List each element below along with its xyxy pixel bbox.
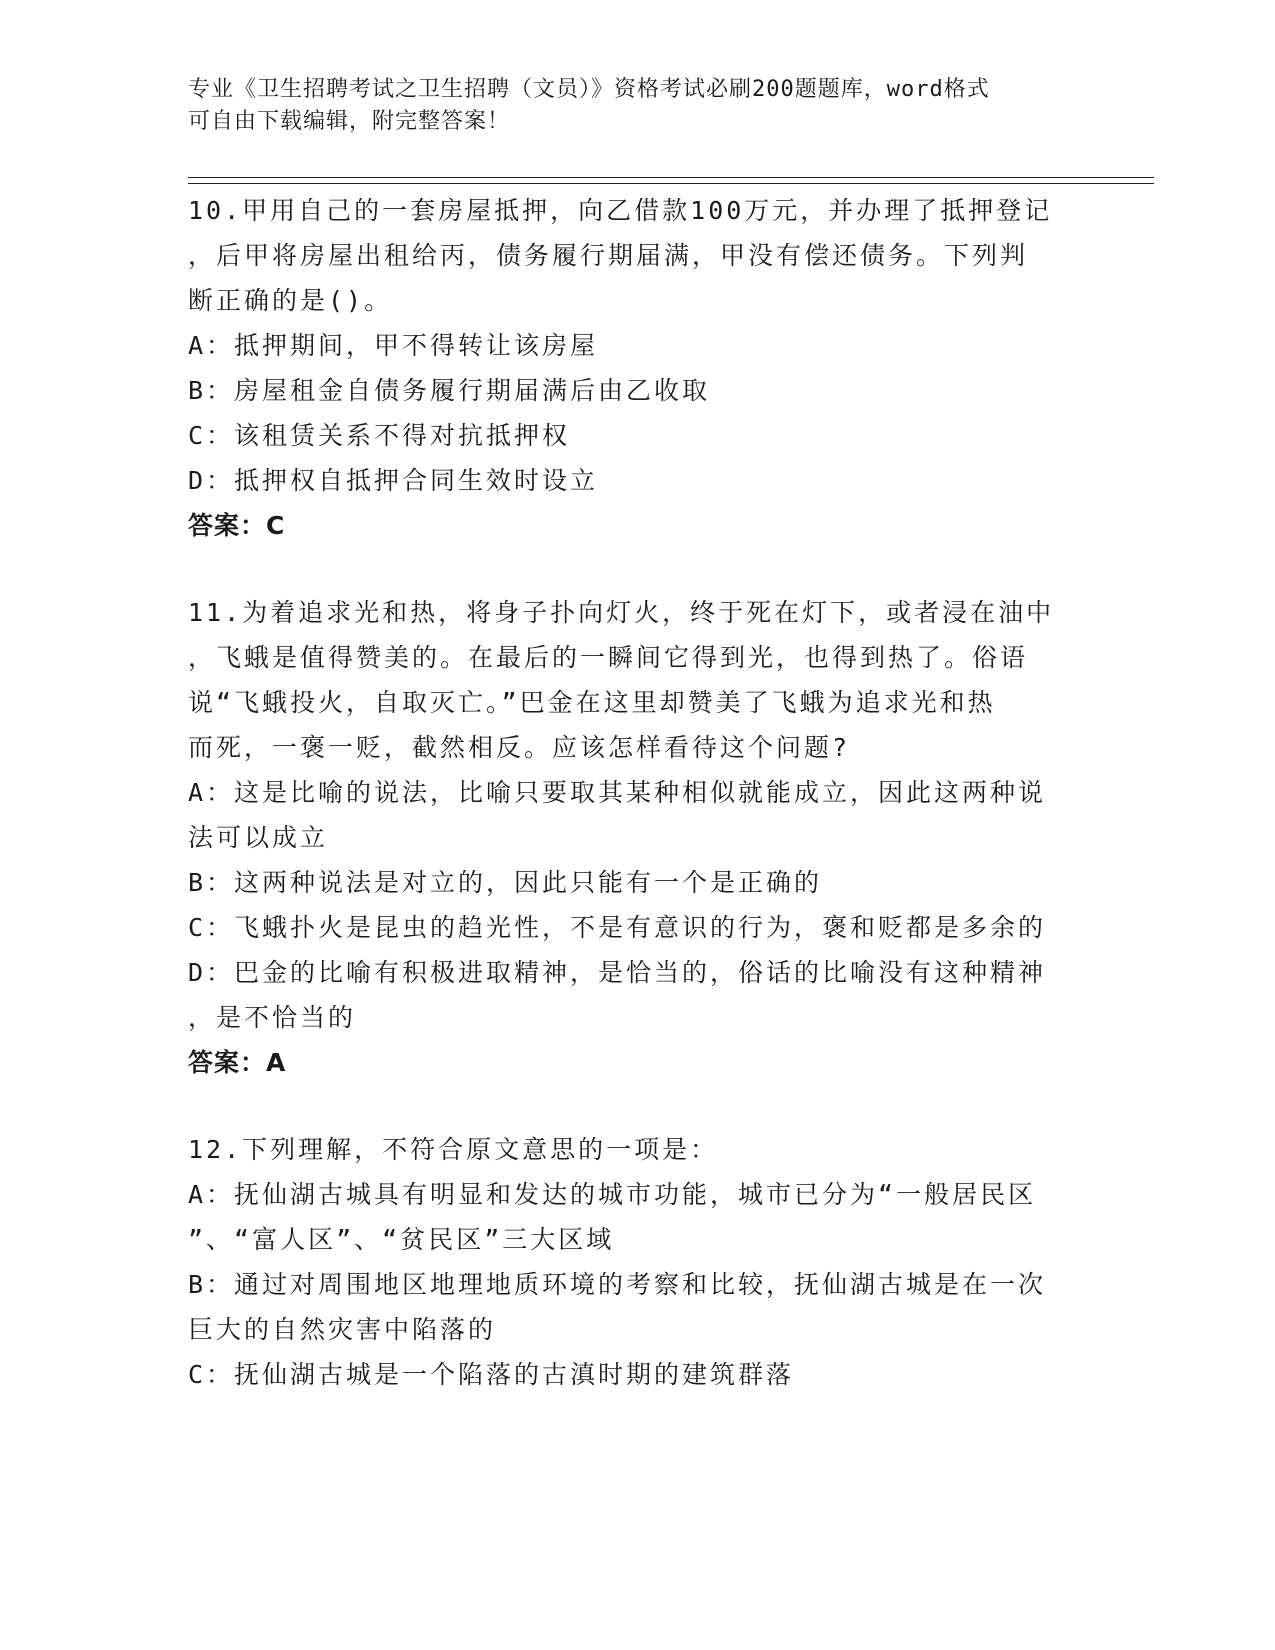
option-line: C：飞蛾扑火是昆虫的趋光性，不是有意识的行为，褒和贬都是多余的 (188, 913, 1047, 942)
option-line: ”、“富人区”、“贫民区”三大区域 (188, 1225, 615, 1254)
answer-label: 答案：C (188, 511, 286, 540)
question-stem-line: 10.甲用自己的一套房屋抵押，向乙借款100万元，并办理了抵押登记 (188, 196, 1053, 225)
question-stem-line: 而死，一褒一贬，截然相反。应该怎样看待这个问题? (188, 733, 851, 762)
question-stem-line: 说“飞蛾投火，自取灭亡。”巴金在这里却赞美了飞蛾为追求光和热 (188, 688, 996, 717)
question-stem-line: ，飞蛾是值得赞美的。在最后的一瞬间它得到光，也得到热了。俗语 (188, 643, 1029, 672)
option-line: A：抚仙湖古城具有明显和发达的城市功能，城市已分为“一般居民区 (188, 1180, 1037, 1209)
option-line: C：该租赁关系不得对抗抵押权 (188, 421, 571, 450)
question-list (188, 188, 1088, 1439)
option-line: 巨大的自然灾害中陷落的 (188, 1315, 497, 1344)
option-line: D：巴金的比喻有积极进取精神，是恰当的，俗话的比喻没有这种精神 (188, 958, 1047, 987)
header-line-2: 可自由下载编辑，附完整答案！ (188, 109, 511, 134)
question-stem-line: 11.为着追求光和热，将身子扑向灯火，终于死在灯下，或者浸在油中 (188, 598, 1055, 627)
question-stem-line: 断正确的是()。 (188, 286, 393, 315)
option-line: D：抵押权自抵押合同生效时设立 (188, 466, 599, 495)
header-rule-bottom (188, 183, 1154, 184)
option-b (188, 1262, 1088, 1352)
option-line: ，是不恰当的 (188, 1003, 357, 1032)
option-line: B：房屋租金自债务履行期届满后由乙收取 (188, 376, 711, 405)
header-rule-top (188, 177, 1154, 178)
option-a (188, 323, 1088, 368)
question-stem-line: ，后甲将房屋出租给丙，债务履行期届满，甲没有偿还债务。下列判 (188, 241, 1029, 270)
option-line: B：这两种说法是对立的，因此只能有一个是正确的 (188, 868, 823, 897)
question-10 (188, 188, 1088, 548)
question-stem-line: 12.下列理解，不符合原文意思的一项是： (188, 1135, 719, 1164)
option-line: B：通过对周围地区地理地质环境的考察和比较，抚仙湖古城是在一次 (188, 1270, 1047, 1299)
option-c (188, 905, 1088, 950)
header-line-1: 专业《卫生招聘考试之卫生招聘（文员）》资格考试必刷200题题库，word格式 (188, 77, 990, 102)
option-d (188, 458, 1088, 503)
option-line: A：这是比喻的说法，比喻只要取其某种相似就能成立，因此这两种说 (188, 778, 1047, 807)
option-a (188, 770, 1088, 860)
question-12 (188, 1127, 1088, 1397)
document-header (188, 74, 1068, 138)
option-a (188, 1172, 1088, 1262)
option-line: 法可以成立 (188, 823, 329, 852)
answer-label: 答案：A (188, 1048, 287, 1077)
option-line: A：抵押期间，甲不得转让该房屋 (188, 331, 599, 360)
option-d (188, 950, 1088, 1040)
question-11 (188, 590, 1088, 1085)
option-c (188, 413, 1088, 458)
option-b (188, 368, 1088, 413)
option-line: C：抚仙湖古城是一个陷落的古滇时期的建筑群落 (188, 1360, 795, 1389)
option-b (188, 860, 1088, 905)
option-c (188, 1352, 1088, 1397)
